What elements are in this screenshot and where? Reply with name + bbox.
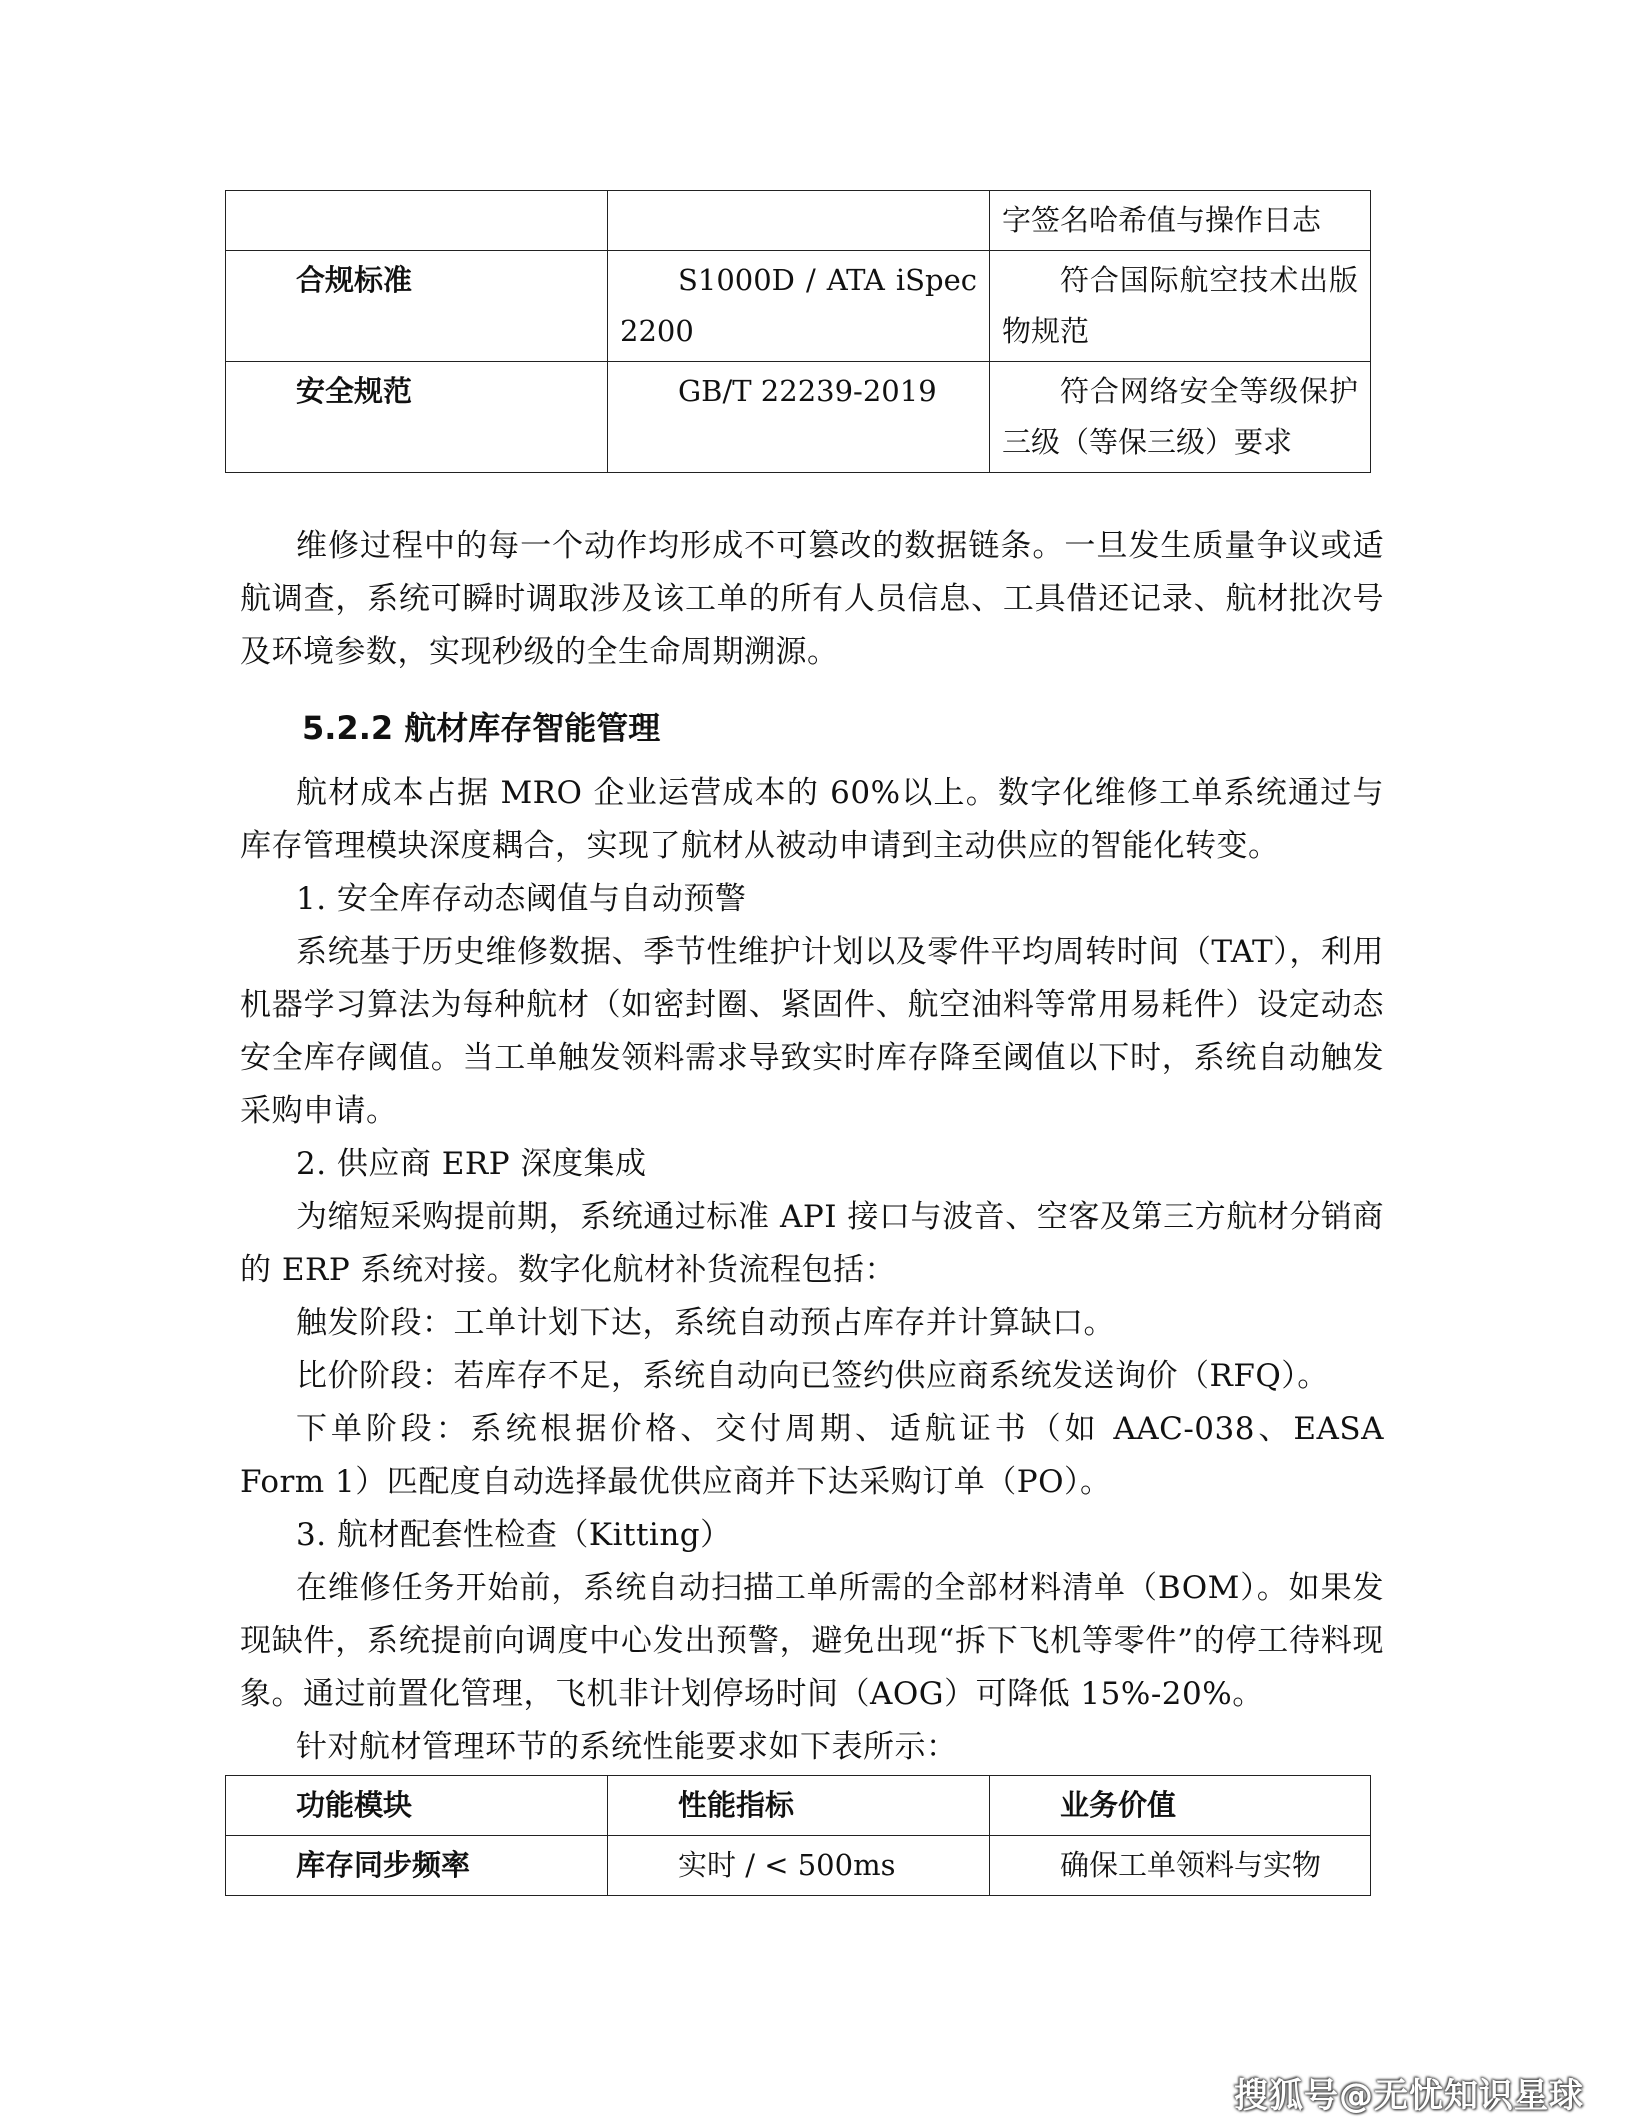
paragraph: 为缩短采购提前期，系统通过标准 API 接口与波音、空客及第三方航材分销商的 ERP 系统对接。数字化航材补货流程包括： [240,1199,1384,1288]
table-row [226,1836,1371,1896]
paragraph-table-intro: 针对航材管理环节的系统性能要求如下表所示： [296,1729,958,1765]
list-item-title: 1. 安全库存动态阈值与自动预警 [296,881,747,917]
table-cell: S1000D / ATA iSpec 2200 [608,251,990,362]
body-text-block [240,767,1384,1774]
table-cell: 符合国际航空技术出版物规范 [990,251,1371,362]
table-cell: 符合网络安全等级保护三级（等保三级）要求 [990,362,1371,473]
paragraph: 在维修任务开始前，系统自动扫描工单所需的全部材料清单（BOM）。如果发现缺件，系统提前向调度中心发出预警，避免出现“拆下飞机等零件”的停工待料现象。通过前置化管理，飞机非计划停场时间（AOG）可降低 15%-20%。 [240,1570,1384,1712]
table-cell [608,191,990,251]
paragraph-traceability: 维修过程中的每一个动作均形成不可篡改的数据链条。一旦发生质量争议或适航调查，系统可瞬时调取涉及该工单的所有人员信息、工具借还记录、航材批次号及环境参数，实现秒级的全生命周期溯源。 [240,528,1384,670]
paragraph-intro: 航材成本占据 MRO 企业运营成本的 60%以上。数字化维修工单系统通过与库存管理模块深度耦合，实现了航材从被动申请到主动供应的智能化转变。 [240,775,1384,864]
table-cell-label: 库存同步频率 [226,1836,608,1896]
table-header-cell: 功能模块 [226,1776,608,1836]
table-cell: 确保工单领料与实物 [990,1836,1371,1896]
table-row [226,362,1371,473]
table-cell: 实时 / < 500ms [608,1836,990,1896]
table-row [226,191,1371,251]
table-cell-label: 安全规范 [226,362,608,473]
list-item-title: 2. 供应商 ERP 深度集成 [296,1146,647,1182]
table-header-cell: 性能指标 [608,1776,990,1836]
section-heading: 5.2.2 航材库存智能管理 [302,709,661,747]
table-header-cell: 业务价值 [990,1776,1371,1836]
performance-table [225,1775,1371,1896]
watermark: 搜狐号@无忧知识星球 [1234,2076,1584,2116]
table-cell: 字签名哈希值与操作日志 [990,191,1371,251]
table-cell [226,191,608,251]
table-cell: GB/T 22239-2019 [608,362,990,473]
table-cell-label: 合规标准 [226,251,608,362]
paragraph: 系统基于历史维修数据、季节性维护计划以及零件平均周转时间（TAT），利用机器学习算法为每种航材（如密封圈、紧固件、航空油料等常用易耗件）设定动态安全库存阈值。当工单触发领料需求导致实时库存降至阈值以下时，系统自动触发采购申请。 [240,934,1384,1129]
paragraph-stage: 下单阶段：系统根据价格、交付周期、适航证书（如 AAC-038、EASA Form 1）匹配度自动选择最优供应商并下达采购订单（PO）。 [240,1411,1384,1500]
table-row [226,251,1371,362]
paragraph-stage: 触发阶段：工单计划下达，系统自动预占库存并计算缺口。 [296,1305,1115,1341]
paragraph-stage: 比价阶段：若库存不足，系统自动向已签约供应商系统发送询价（RFQ）。 [296,1358,1329,1394]
table-header-row [226,1776,1371,1836]
list-item-title: 3. 航材配套性检查（Kitting） [296,1517,732,1553]
body-text-block [240,520,1384,679]
compliance-table [225,190,1371,473]
